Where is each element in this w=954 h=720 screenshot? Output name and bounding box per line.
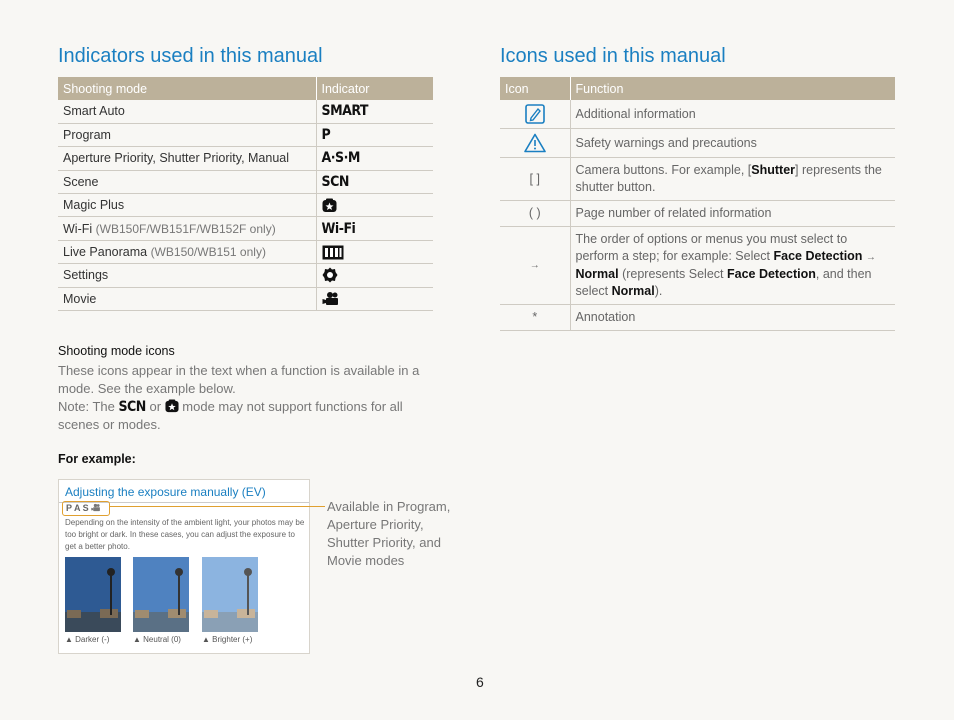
function-text-part: , and then select [575, 267, 872, 298]
table-row [58, 287, 433, 310]
mode-label: Aperture Priority, Shutter Priority, Manual [58, 147, 316, 170]
mode-note: (WB150F/WB151F/WB152F only) [95, 221, 276, 236]
function-text-part: The order of options or menus you must select to perform a step; for example: Select [575, 232, 848, 263]
warning-icon [524, 133, 546, 153]
function-text-part: Camera buttons. For example, [ [575, 163, 752, 177]
function-text: Page number of related information [570, 201, 895, 227]
header-indicator: Indicator [316, 77, 433, 100]
header-shooting-mode: Shooting mode [58, 77, 316, 100]
example-title: Adjusting the exposure manually (EV) [65, 485, 266, 499]
magic-plus-icon [165, 399, 179, 413]
function-text-part: (represents Select [622, 267, 724, 281]
function-text [570, 227, 895, 305]
callout-text: Available in Program, Aperture Priority, Shutter Priority, and Movie modes [327, 499, 451, 568]
note-prefix: Note: The [58, 399, 115, 414]
shooting-mode-icons-text [58, 362, 438, 434]
note-or: or [149, 399, 162, 414]
scn-inline-indicator: SCN [118, 399, 146, 415]
table-row [58, 100, 433, 123]
magic-plus-icon [322, 198, 337, 213]
function-arrow: → [865, 252, 876, 263]
mode-label: Movie [58, 287, 316, 310]
parentheses-icon: ( ) [500, 201, 570, 227]
table-row [500, 158, 895, 201]
table-row [500, 100, 895, 129]
indicators-table [58, 77, 433, 311]
callout-line [109, 506, 325, 507]
mode-label: Smart Auto [58, 100, 316, 123]
table-row [500, 227, 895, 305]
photo-darker [65, 557, 121, 632]
settings-icon [322, 267, 338, 283]
table-row [58, 264, 433, 287]
table-row [500, 129, 895, 158]
mode-label: Scene [58, 170, 316, 193]
note-icon [525, 104, 545, 124]
mode-label: Program [58, 123, 316, 146]
caption-brighter: ▲ Brighter (+) [202, 635, 253, 644]
wifi-indicator: Wi-Fi [321, 220, 356, 237]
function-bold: Normal [611, 284, 655, 298]
function-text-part: ] represents the shutter button. [575, 163, 882, 194]
table-row [58, 194, 433, 217]
function-text: Additional information [570, 100, 895, 129]
header-icon: Icon [500, 77, 570, 100]
header-function: Function [570, 77, 895, 100]
photo-brighter [202, 557, 258, 632]
photo-neutral [133, 557, 189, 632]
caption-darker: ▲ Darker (-) [65, 635, 110, 644]
note-suffix: mode may not support functions for all scenes or modes. [58, 399, 403, 432]
scn-indicator: SCN [321, 173, 349, 190]
mode-label: Magic Plus [58, 194, 316, 217]
mode-label: Settings [58, 264, 316, 287]
asterisk-icon: * [500, 305, 570, 331]
mode-badge [62, 501, 110, 516]
table-row [500, 201, 895, 227]
indicators-title: Indicators used in this manual [58, 45, 323, 67]
table-row [58, 240, 433, 263]
function-bold: Face Detection [726, 267, 816, 281]
intro-text: These icons appear in the text when a function is available in a mode. See the example below. [58, 363, 420, 396]
mode-label: Live Panorama [63, 245, 148, 260]
movie-icon [91, 503, 101, 512]
example-body: Depending on the intensity of the ambient light, your photos may be too bright or dark. In these cases, you can adjust the exposure to get a better photo. [65, 518, 305, 551]
movie-icon [322, 291, 340, 306]
table-row [58, 123, 433, 146]
table-row [58, 170, 433, 193]
asm-indicator: A·S·M [321, 150, 360, 167]
function-text-part: ). [654, 284, 663, 298]
brackets-icon: [ ] [500, 158, 570, 201]
function-bold: Normal [575, 267, 619, 281]
function-bold: Shutter [751, 163, 796, 177]
function-text: Annotation [570, 305, 895, 331]
page-number: 6 [476, 674, 484, 690]
table-row [500, 305, 895, 331]
function-bold: Face Detection [773, 249, 863, 263]
smart-indicator: SMART [321, 103, 369, 120]
mode-label: Wi-Fi [63, 221, 93, 236]
icons-title: Icons used in this manual [500, 45, 726, 67]
function-text: Safety warnings and precautions [570, 129, 895, 158]
table-row [58, 217, 433, 240]
table-row [58, 147, 433, 170]
function-text [570, 158, 895, 201]
panorama-icon [322, 245, 344, 260]
arrow-icon: → [500, 227, 570, 305]
caption-neutral: ▲ Neutral (0) [133, 635, 181, 644]
mode-note: (WB150/WB151 only) [150, 245, 266, 260]
for-example-heading: For example: [58, 452, 136, 466]
program-indicator: P [321, 127, 331, 144]
icons-table [500, 77, 895, 331]
mode-badge-text: P A S [66, 503, 89, 513]
shooting-mode-icons-heading: Shooting mode icons [58, 344, 175, 358]
